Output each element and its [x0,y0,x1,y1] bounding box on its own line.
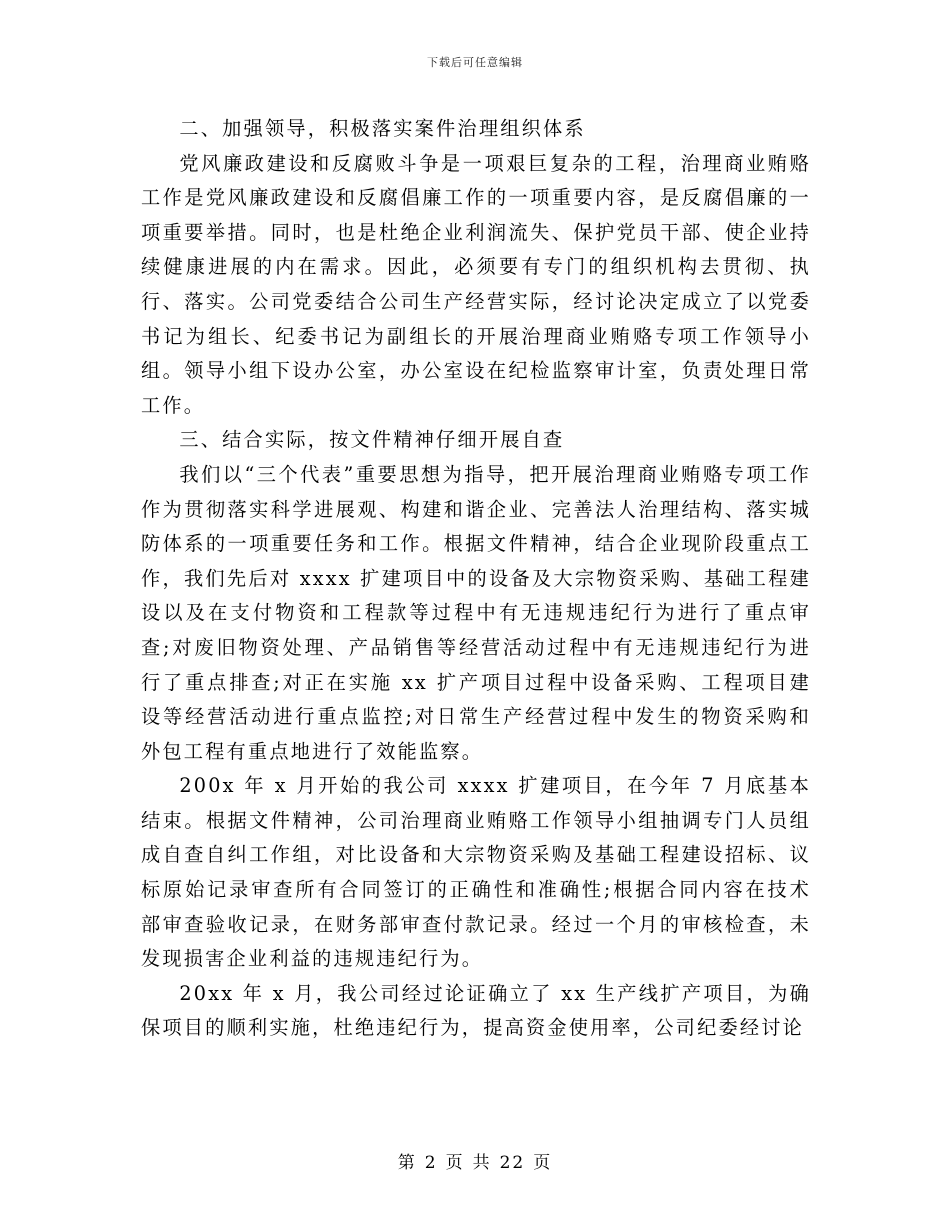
footer-total-label: 共 [472,1153,492,1173]
paragraph-self-inspection: 我们以“三个代表”重要思想为指导，把开展治理商业贿赂专项工作作为贯彻落实科学进展观、构建和谐企业、完善法人治理结构、落实城防体系的一项重要任务和工作。根据文件精神，结合企业现阶段重点工作，我们先后对 xxxx 扩建项目中的设备及大宗物资采购、基础工程建设以及在支付物资和工程款等过程中有无违规违纪行为进行了重点审查;对废旧物资处理、产品销售等经营活动过程中有无违规违纪行为进行了重点排查;对正在实施 xx 扩产项目过程中设备采购、工程项目建设等经营活动进行重点监控;对日常生产经营过程中发生的物资采购和外包工程有重点地进行了效能监察。 [141,462,811,763]
footer-prefix: 第 [397,1153,417,1173]
page-header: 下载后可任意编辑 [427,56,523,69]
footer-suffix: 页 [533,1153,553,1173]
document-body [141,112,811,1046]
footer-page-number: 2 [424,1153,438,1173]
footer-total-pages: 22 [499,1153,526,1173]
paragraph-expansion-project: 200x 年 x 月开始的我公司 xxxx 扩建项目，在今年 7 月底基本结束。根据文件精神，公司治理商业贿赂工作领导小组抽调专门人员组成自查自纠工作组，对比设备和大宗物资采购及基础工程建设招标、议标原始记录审查所有合同签订的正确性和准确性;根据合同内容在技术部审查验收记录，在财务部审查付款记录。经过一个月的审核检查，未发现损害企业利益的违规违纪行为。 [141,774,811,971]
page-footer [0,1148,950,1173]
footer-page-label: 页 [445,1153,465,1173]
section-heading-3: 三、结合实际，按文件精神仔细开展自查 [179,428,565,452]
paragraph-production-line: 20xx 年 x 月，我公司经过论证确立了 xx 生产线扩产项目，为确保项目的顺利实施，杜绝违纪行为，提高资金使用率，公司纪委经讨论 [141,981,811,1040]
paragraph-leadership: 党风廉政建设和反腐败斗争是一项艰巨复杂的工程，治理商业贿赂工作是党风廉政建设和反腐倡廉工作的一项重要内容，是反腐倡廉的一项重要举措。同时，也是杜绝企业利润流失、保护党员干部、使企业持续健康进展的内在需求。因此，必须要有专门的组织机构去贯彻、执行、落实。公司党委结合公司生产经营实际，经讨论决定成立了以党委书记为组长、纪委书记为副组长的开展治理商业贿赂专项工作领导小组。领导小组下设办公室，办公室设在纪检监察审计室，负责处理日常工作。 [141,151,811,417]
section-heading-2: 二、加强领导，积极落实案件治理组织体系 [179,117,586,140]
